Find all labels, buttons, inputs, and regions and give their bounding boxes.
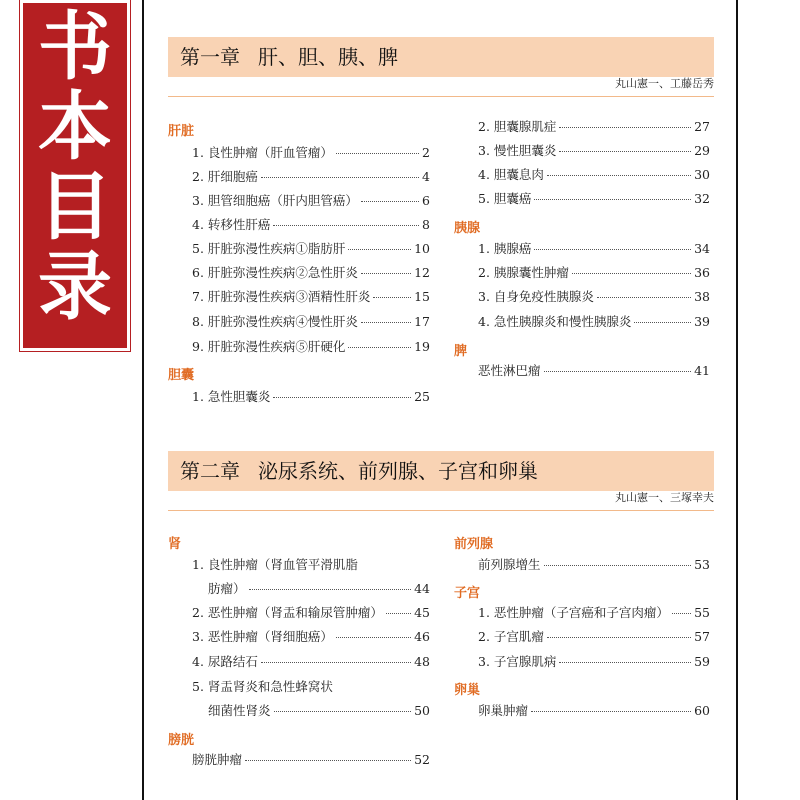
toc-entry-page: 25 bbox=[414, 389, 430, 404]
chapter-1-rule bbox=[168, 96, 714, 97]
dot-leader bbox=[634, 322, 691, 323]
section-spleen: 脾 bbox=[454, 344, 468, 359]
banner-char: 目 bbox=[38, 164, 112, 250]
toc-entry[interactable] bbox=[478, 363, 710, 379]
toc-entry[interactable] bbox=[478, 557, 710, 573]
toc-entry-page: 6 bbox=[422, 193, 430, 208]
toc-entry-title: 2. 恶性肿瘤（肾盂和输尿管肿瘤） bbox=[192, 605, 383, 620]
chapter-2-number: 第二章 bbox=[180, 459, 240, 483]
toc-entry-title: 4. 转移性肝癌 bbox=[192, 217, 271, 232]
toc-entry-title: 2. 胆囊腺肌症 bbox=[478, 119, 557, 134]
toc-entry-title: 4. 胆囊息肉 bbox=[478, 167, 544, 182]
dot-leader bbox=[336, 153, 419, 154]
chapter-2-authors: 丸山憲一、三塚幸夫 bbox=[615, 491, 714, 504]
dot-leader bbox=[559, 151, 691, 152]
section-liver: 肝脏 bbox=[168, 124, 195, 139]
toc-entry[interactable] bbox=[478, 654, 710, 670]
dot-leader bbox=[361, 322, 411, 323]
toc-entry-title: 2. 胰腺囊性肿瘤 bbox=[478, 265, 569, 280]
toc-entry-title: 1. 良性肿瘤（肝血管瘤） bbox=[192, 145, 333, 160]
toc-entry-page: 60 bbox=[694, 703, 710, 718]
dot-leader bbox=[559, 127, 691, 128]
toc-entry[interactable] bbox=[192, 265, 430, 281]
toc-entry[interactable] bbox=[478, 191, 710, 207]
toc-entry[interactable] bbox=[192, 314, 430, 330]
toc-entry-title: 6. 肝脏弥漫性疾病②急性肝炎 bbox=[192, 265, 358, 280]
toc-entry-title: 9. 肝脏弥漫性疾病⑤肝硬化 bbox=[192, 339, 346, 354]
section-uterus: 子宫 bbox=[454, 586, 481, 601]
toc-entry[interactable] bbox=[208, 581, 430, 597]
toc-entry-title: 前列腺增生 bbox=[478, 557, 541, 572]
chapter-2-rule bbox=[168, 510, 714, 511]
dot-leader bbox=[336, 637, 411, 638]
dot-leader bbox=[534, 199, 691, 200]
toc-entry[interactable] bbox=[478, 605, 710, 621]
toc-entry-title: 2. 子宫肌瘤 bbox=[478, 629, 544, 644]
toc-entry-title: 5. 胆囊癌 bbox=[478, 191, 532, 206]
toc-entry-title: 1. 恶性肿瘤（子宫癌和子宫肉瘤） bbox=[478, 605, 669, 620]
toc-entry-title: 3. 慢性胆囊炎 bbox=[478, 143, 557, 158]
toc-entry-page: 8 bbox=[422, 217, 430, 232]
book-page bbox=[142, 0, 738, 800]
toc-entry[interactable] bbox=[192, 289, 430, 305]
toc-entry-title-line1[interactable]: 1. 良性肿瘤（肾血管平滑肌脂 bbox=[192, 557, 358, 572]
toc-entry-page: 41 bbox=[694, 363, 710, 378]
banner-char: 本 bbox=[38, 84, 112, 170]
toc-entry-page: 34 bbox=[694, 241, 710, 256]
section-kidney: 肾 bbox=[168, 537, 182, 552]
toc-entry-page: 55 bbox=[694, 605, 710, 620]
dot-leader bbox=[547, 637, 691, 638]
dot-leader bbox=[273, 397, 411, 398]
toc-entry-page: 12 bbox=[414, 265, 430, 280]
toc-entry-page: 19 bbox=[414, 339, 430, 354]
dot-leader bbox=[361, 201, 419, 202]
toc-entry-page: 59 bbox=[694, 654, 710, 669]
dot-leader bbox=[597, 297, 691, 298]
toc-entry-page: 38 bbox=[694, 289, 710, 304]
dot-leader bbox=[534, 249, 691, 250]
banner-char: 书 bbox=[38, 4, 112, 90]
toc-entry[interactable] bbox=[192, 169, 430, 185]
toc-entry[interactable] bbox=[192, 752, 430, 768]
section-bladder: 膀胱 bbox=[168, 733, 195, 748]
toc-entry[interactable] bbox=[478, 265, 710, 281]
toc-entry-title: 3. 自身免疫性胰腺炎 bbox=[478, 289, 594, 304]
chapter-1-number: 第一章 bbox=[180, 45, 240, 69]
toc-entry-title: 1. 胰腺癌 bbox=[478, 241, 532, 256]
dot-leader bbox=[386, 613, 411, 614]
toc-entry-title: 3. 子宫腺肌病 bbox=[478, 654, 557, 669]
section-prostate: 前列腺 bbox=[454, 537, 494, 552]
chapter-1-title: 肝、胆、胰、脾 bbox=[258, 45, 398, 69]
toc-entry-page: 30 bbox=[694, 167, 710, 182]
dot-leader bbox=[261, 662, 411, 663]
dot-leader bbox=[672, 613, 691, 614]
dot-leader bbox=[249, 589, 412, 590]
toc-entry-page: 27 bbox=[694, 119, 710, 134]
dot-leader bbox=[544, 371, 692, 372]
toc-entry[interactable] bbox=[478, 629, 710, 645]
dot-leader bbox=[544, 565, 692, 566]
toc-entry[interactable] bbox=[478, 703, 710, 719]
toc-entry-title: 3. 胆管细胞癌（肝内胆管癌） bbox=[192, 193, 358, 208]
dot-leader bbox=[348, 347, 411, 348]
toc-entry-title: 4. 急性胰腺炎和慢性胰腺炎 bbox=[478, 314, 632, 329]
toc-entry-title: 细菌性肾炎 bbox=[208, 703, 271, 718]
dot-leader bbox=[348, 249, 411, 250]
toc-entry-title: 恶性淋巴瘤 bbox=[478, 363, 541, 378]
toc-entry-page: 15 bbox=[414, 289, 430, 304]
dot-leader bbox=[559, 662, 691, 663]
toc-entry-page: 48 bbox=[414, 654, 430, 669]
toc-entry-page: 2 bbox=[422, 145, 430, 160]
toc-entry-title: 肪瘤） bbox=[208, 581, 246, 596]
toc-entry[interactable] bbox=[478, 289, 710, 305]
dot-leader bbox=[531, 711, 691, 712]
toc-entry-page: 57 bbox=[694, 629, 710, 644]
dot-leader bbox=[245, 760, 411, 761]
toc-entry-title: 卵巢肿瘤 bbox=[478, 703, 529, 718]
toc-entry[interactable] bbox=[192, 193, 430, 209]
section-pancreas: 胰腺 bbox=[454, 221, 481, 236]
section-ovary: 卵巢 bbox=[454, 683, 481, 698]
toc-entry-title: 8. 肝脏弥漫性疾病④慢性肝炎 bbox=[192, 314, 358, 329]
toc-entry-title: 4. 尿路结石 bbox=[192, 654, 258, 669]
chapter-1-header bbox=[168, 37, 714, 77]
toc-entry[interactable] bbox=[192, 629, 430, 645]
toc-entry-title: 3. 恶性肿瘤（肾细胞癌） bbox=[192, 629, 333, 644]
banner-char: 录 bbox=[38, 244, 112, 330]
banner bbox=[20, 0, 130, 351]
toc-entry-page: 53 bbox=[694, 557, 710, 572]
toc-entry-title: 5. 肝脏弥漫性疾病①脂肪肝 bbox=[192, 241, 346, 256]
toc-entry-page: 32 bbox=[694, 191, 710, 206]
toc-entry-page: 45 bbox=[414, 605, 430, 620]
toc-entry-title-line1[interactable]: 5. 肾盂肾炎和急性蜂窝状 bbox=[192, 679, 333, 694]
dot-leader bbox=[361, 273, 411, 274]
toc-entry[interactable] bbox=[478, 314, 710, 330]
toc-entry-page: 46 bbox=[414, 629, 430, 644]
toc-entry[interactable] bbox=[192, 654, 430, 670]
toc-entry[interactable] bbox=[478, 143, 710, 159]
toc-entry[interactable] bbox=[478, 119, 710, 135]
toc-entry[interactable] bbox=[192, 389, 430, 405]
section-gallbladder: 胆囊 bbox=[168, 368, 195, 383]
toc-entry[interactable] bbox=[192, 339, 430, 355]
dot-leader bbox=[261, 177, 419, 178]
toc-entry[interactable] bbox=[478, 167, 710, 183]
dot-leader bbox=[274, 711, 412, 712]
toc-entry-page: 10 bbox=[414, 241, 430, 256]
toc-entry[interactable] bbox=[208, 703, 430, 719]
dot-leader bbox=[547, 175, 691, 176]
toc-entry[interactable] bbox=[478, 241, 710, 257]
toc-entry-page: 44 bbox=[414, 581, 430, 596]
toc-entry-page: 29 bbox=[694, 143, 710, 158]
toc-entry[interactable] bbox=[192, 241, 430, 257]
toc-entry-page: 17 bbox=[414, 314, 430, 329]
toc-entry[interactable] bbox=[192, 145, 430, 161]
dot-leader bbox=[572, 273, 691, 274]
toc-entry-title: 膀胱肿瘤 bbox=[192, 752, 243, 767]
toc-entry-page: 52 bbox=[414, 752, 430, 767]
toc-entry-page: 4 bbox=[422, 169, 430, 184]
chapter-2-header bbox=[168, 451, 714, 491]
dot-leader bbox=[373, 297, 411, 298]
toc-entry-title: 2. 肝细胞癌 bbox=[192, 169, 258, 184]
chapter-2-title: 泌尿系统、前列腺、子宫和卵巢 bbox=[258, 459, 538, 483]
toc-entry[interactable] bbox=[192, 605, 430, 621]
toc-entry-title: 7. 肝脏弥漫性疾病③酒精性肝炎 bbox=[192, 289, 371, 304]
toc-entry[interactable] bbox=[192, 217, 430, 233]
toc-entry-page: 39 bbox=[694, 314, 710, 329]
toc-entry-page: 36 bbox=[694, 265, 710, 280]
chapter-1-authors: 丸山憲一、工藤岳秀 bbox=[615, 77, 714, 90]
dot-leader bbox=[273, 225, 419, 226]
toc-entry-page: 50 bbox=[414, 703, 430, 718]
toc-entry-title: 1. 急性胆囊炎 bbox=[192, 389, 271, 404]
